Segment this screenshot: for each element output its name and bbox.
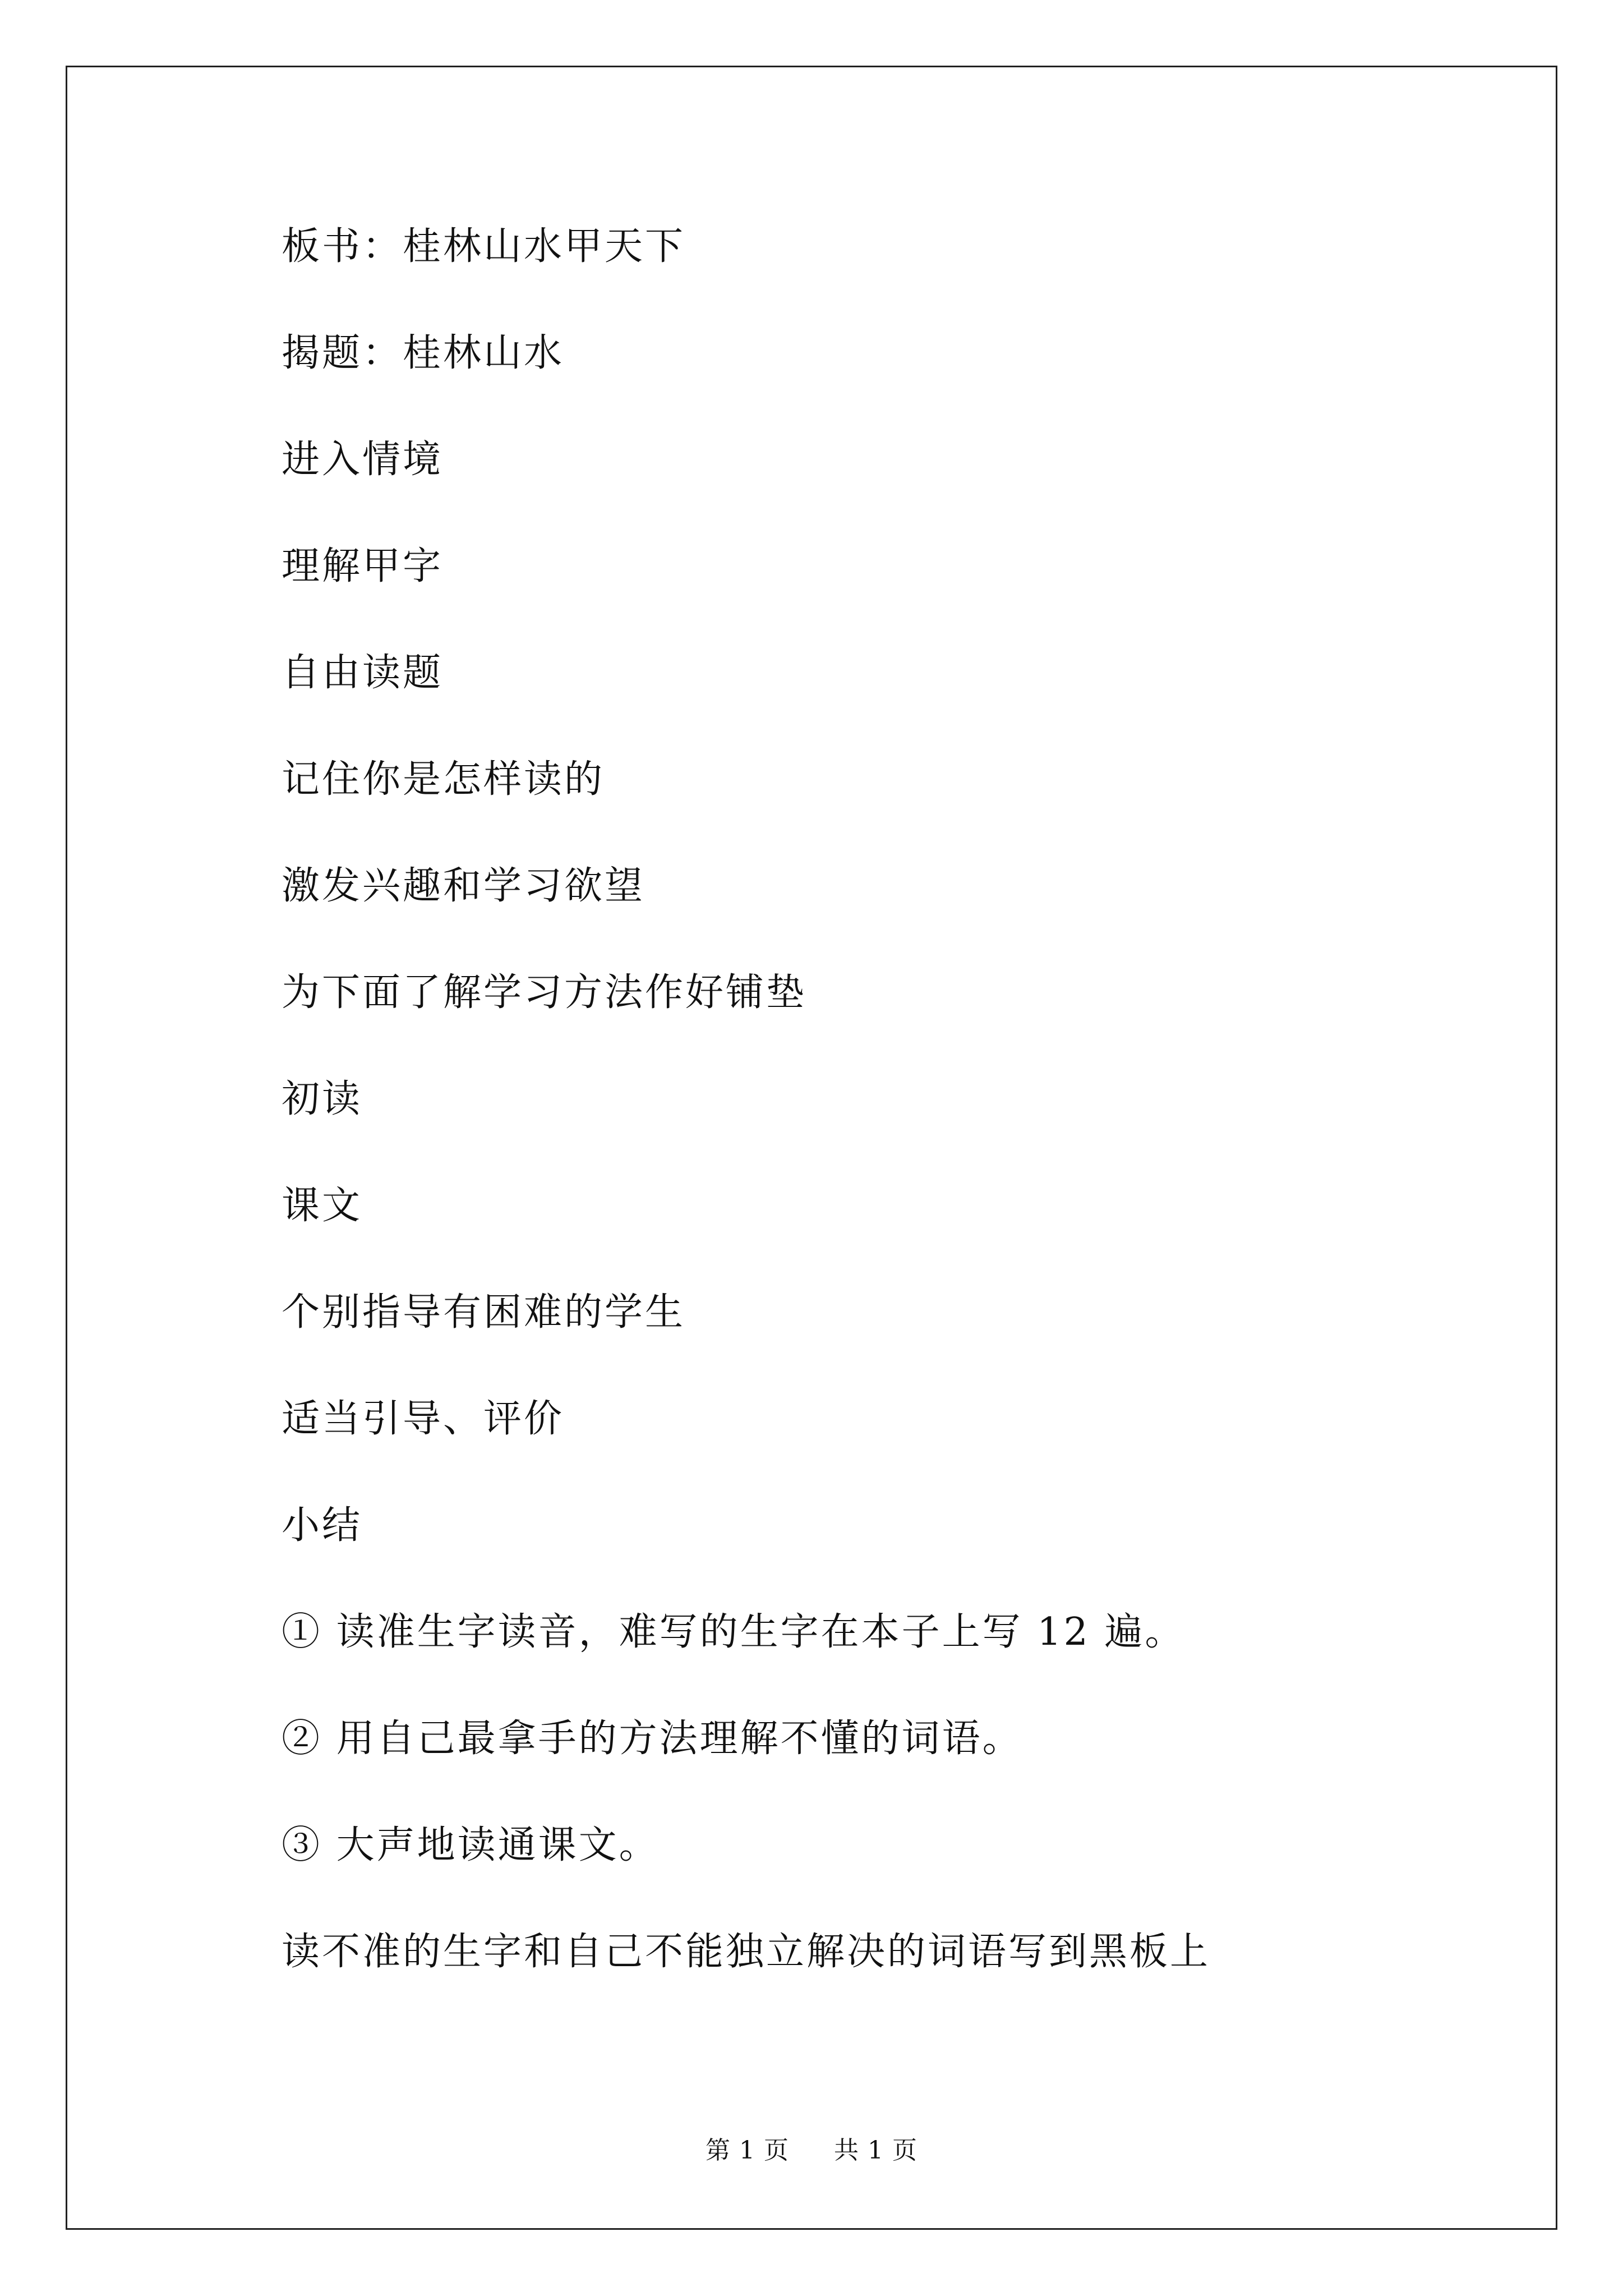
text-line: 记住你是怎样读的 [282,757,605,802]
text-line: 小结 [282,1503,363,1548]
page-footer [0,2136,1623,2165]
text-line: 进入情境 [282,438,444,482]
text-line: ① 读准生字读音，难写的生字在本子上写 12 遍。 [282,1610,1186,1654]
page-number: 第 1 页 [706,2136,789,2165]
text-line: 课文 [282,1184,363,1228]
text-line: 个别指导有困难的学生 [282,1290,686,1335]
text-line: 揭题：桂林山水 [282,331,565,375]
text-line: 自由读题 [282,651,444,695]
text-line: 读不准的生字和自己不能独立解决的词语写到黑板上 [282,1930,1211,1974]
text-line: ③ 大声地读通课文。 [282,1823,660,1867]
document-body [282,224,1515,2036]
text-line: 初读 [282,1077,363,1121]
page-total: 共 1 页 [834,2136,917,2165]
text-line: 理解甲字 [282,544,444,588]
text-line: 激发兴趣和学习欲望 [282,864,645,908]
text-line: 为下面了解学习方法作好铺垫 [282,970,807,1015]
text-line: ② 用自己最拿手的方法理解不懂的词语。 [282,1717,1023,1761]
text-line: 适当引导、评价 [282,1397,565,1441]
text-line: 板书：桂林山水甲天下 [282,224,686,269]
